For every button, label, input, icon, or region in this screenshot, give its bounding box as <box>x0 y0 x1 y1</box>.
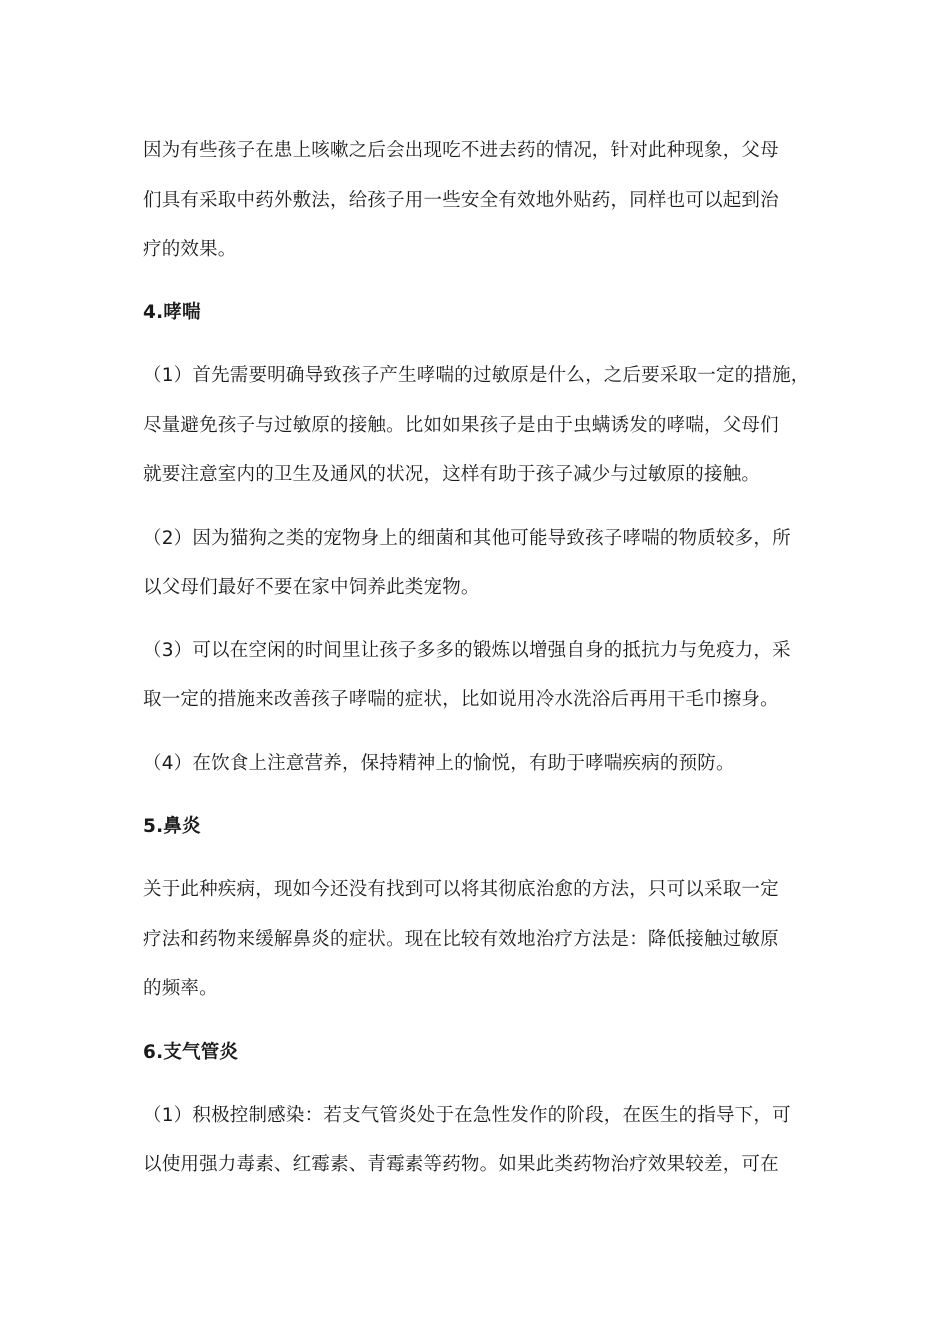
paragraph-line: 以父母们最好不要在家中饲养此类宠物。 <box>143 577 480 598</box>
paragraph-line: （1）积极控制感染：若支气管炎处于在急性发作的阶段，在医生的指导下，可 <box>143 1105 791 1126</box>
paragraph-line: 以使用强力毒素、红霉素、青霉素等药物。如果此类药物治疗效果较差，可在 <box>143 1154 779 1175</box>
paragraph-line: 疗法和药物来缓解鼻炎的症状。现在比较有效地治疗方法是：降低接触过敏原 <box>143 929 779 950</box>
section-heading: 4.哮喘 <box>143 302 201 323</box>
paragraph-line: （3）可以在空闲的时间里让孩子多多的锻炼以增强自身的抵抗力与免疫力，采 <box>143 640 791 661</box>
paragraph-line: 尽量避免孩子与过敏原的接触。比如如果孩子是由于虫螨诱发的哮喘，父母们 <box>143 415 779 436</box>
section-heading: 5.鼻炎 <box>143 816 201 837</box>
paragraph-line: 因为有些孩子在患上咳嗽之后会出现吃不进去药的情况，针对此种现象，父母 <box>143 140 779 161</box>
section-heading: 6.支气管炎 <box>143 1042 239 1063</box>
paragraph-line: 就要注意室内的卫生及通风的状况，这样有助于孩子减少与过敏原的接触。 <box>143 464 761 485</box>
paragraph-line: 疗的效果。 <box>143 239 237 260</box>
paragraph-line: 们具有采取中药外敷法，给孩子用一些安全有效地外贴药，同样也可以起到治 <box>143 190 779 211</box>
paragraph-line: 关于此种疾病，现如今还没有找到可以将其彻底治愈的方法，只可以采取一定 <box>143 879 779 900</box>
paragraph-line: （4）在饮食上注意营养，保持精神上的愉悦，有助于哮喘疾病的预防。 <box>143 753 735 774</box>
paragraph-line: （1）首先需要明确导致孩子产生哮喘的过敏原是什么，之后要采取一定的措施， <box>143 365 810 386</box>
paragraph-line: 的频率。 <box>143 978 218 999</box>
paragraph-line: 取一定的措施来改善孩子哮喘的症状，比如说用冷水洗浴后再用干毛巾擦身。 <box>143 689 779 710</box>
paragraph-line: （2）因为猫狗之类的宠物身上的细菌和其他可能导致孩子哮喘的物质较多，所 <box>143 528 791 549</box>
